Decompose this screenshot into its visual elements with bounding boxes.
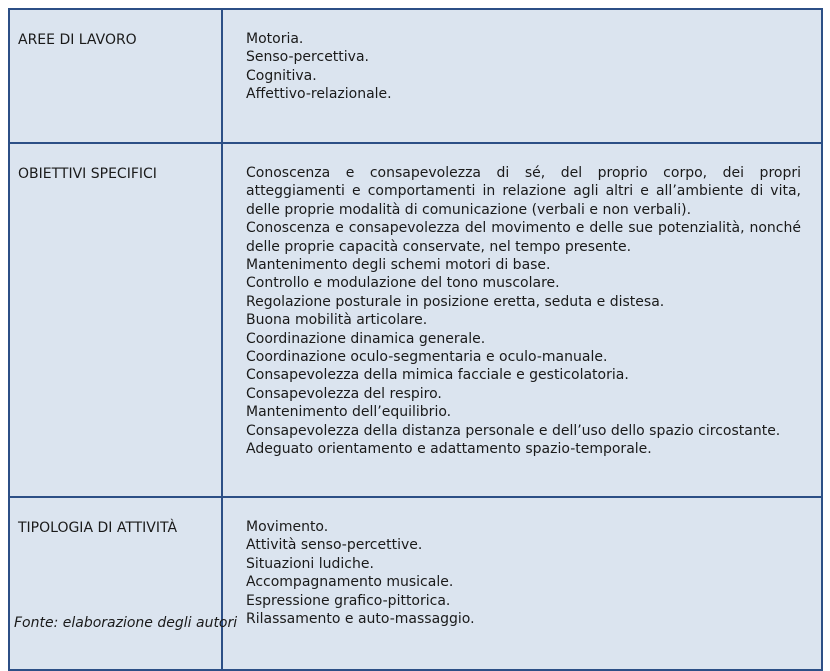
list-item: Affettivo-relazionale. [246, 86, 392, 103]
list-item: Accompagnamento musicale. [246, 574, 454, 591]
list-item: Coordinazione oculo-segmentaria e oculo-manuale. [246, 349, 608, 366]
list-item: Conoscenza e consapevolezza del movimento e delle sue potenzialità, nonché delle proprie capacità conservate, nel tempo presente. [246, 220, 801, 255]
list-item: Adeguato orientamento e adattamento spazio-temporale. [246, 441, 652, 458]
list-item: Consapevolezza della mimica facciale e gesticolatoria. [246, 367, 629, 384]
row-label-obiettivi-specifici: OBIETTIVI SPECIFICI [9, 143, 222, 497]
list-item: Consapevolezza del respiro. [246, 385, 442, 402]
list-item: Regolazione posturale in posizione eretta, seduta e distesa. [246, 293, 665, 310]
list-item: Mantenimento degli schemi motori di base. [246, 257, 551, 274]
list-item: Situazioni ludiche. [246, 555, 374, 572]
list-item: Mantenimento dell’equilibrio. [246, 404, 452, 421]
list-item: Motoria. [246, 31, 304, 47]
list-item: Controllo e modulazione del tono muscolare. [246, 275, 560, 292]
row-content-aree-di-lavoro [222, 9, 822, 143]
row-content-tipologia-di-attivita [222, 497, 822, 670]
list-item: Consapevolezza della distanza personale e dell’uso dello spazio circostante. [246, 422, 781, 439]
row-label-aree-di-lavoro: AREE DI LAVORO [9, 9, 222, 143]
list-item: Rilassamento e auto-massaggio. [246, 611, 475, 628]
row-label-tipologia-di-attivita: TIPOLOGIA DI ATTIVITÀ [9, 497, 222, 670]
list-item: Senso-percettiva. [246, 49, 369, 66]
table-row-obiettivi-specifici [9, 143, 822, 497]
row-content-obiettivi-specifici [222, 143, 822, 497]
source-caption: Fonte: elaborazione degli autori [14, 615, 238, 631]
list-item: Movimento. [246, 519, 329, 535]
list-item: Cognitiva. [246, 67, 317, 84]
table-row-tipologia-di-attivita [9, 497, 822, 670]
list-item: Conoscenza e consapevolezza di sé, del proprio corpo, dei propri atteggiamenti e comportamenti in relazione agli altri e all’ambiente di vita, delle proprie modalità di comunicazione (verbali e non verbali). [246, 165, 801, 218]
table-row-aree-di-lavoro [9, 9, 822, 143]
list-item: Coordinazione dinamica generale. [246, 330, 486, 347]
activities-table [8, 8, 823, 671]
list-item: Attività senso-percettive. [246, 537, 423, 554]
list-item: Espressione grafico-pittorica. [246, 592, 451, 609]
list-item: Buona mobilità articolare. [246, 312, 428, 329]
